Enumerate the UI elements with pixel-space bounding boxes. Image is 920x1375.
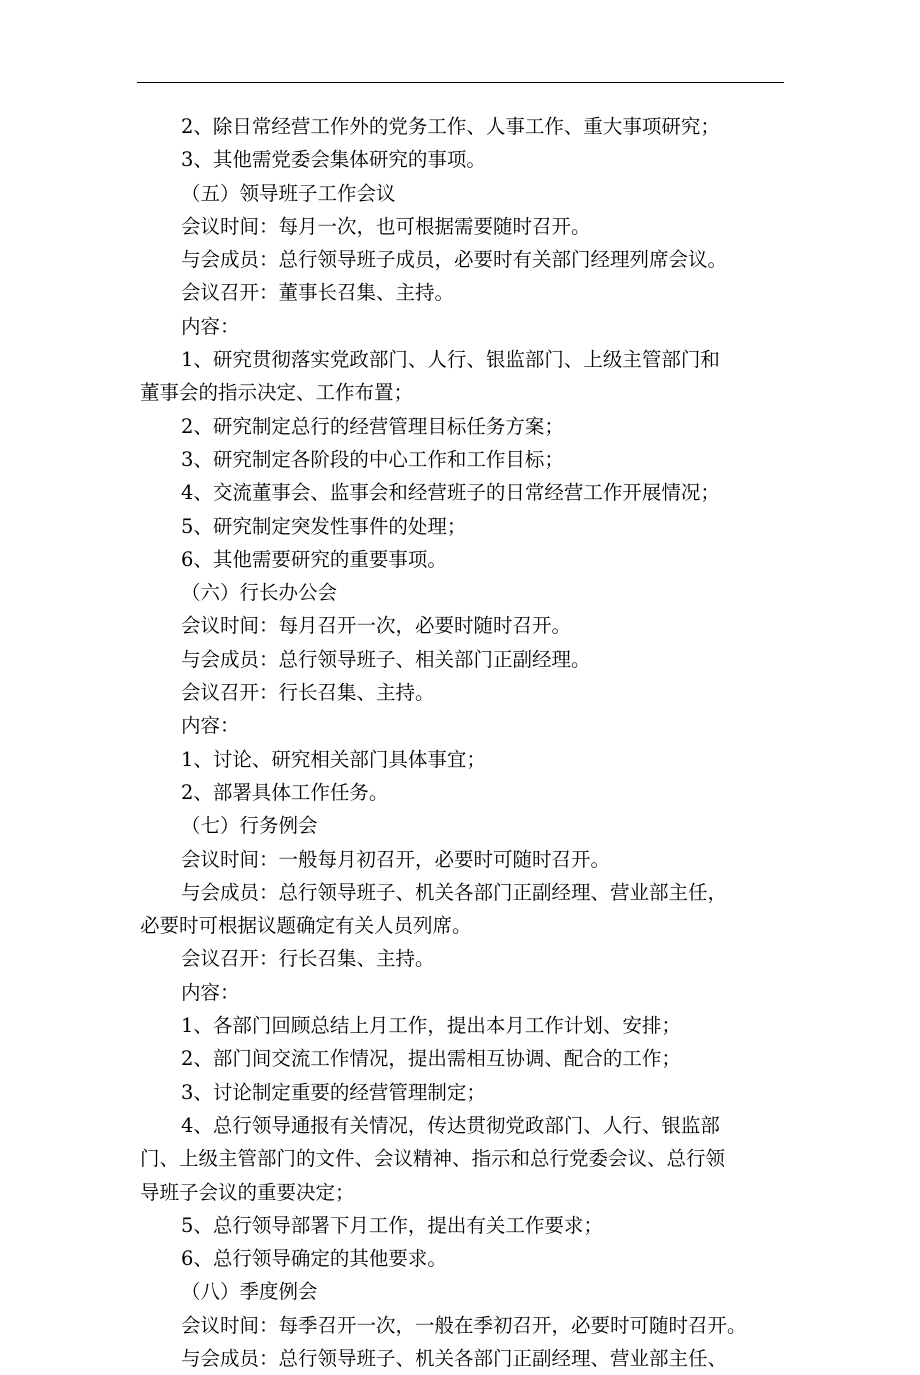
text-line: 会议时间：每季召开一次，一般在季初召开，必要时可随时召开。: [181, 1313, 747, 1337]
text-line: 与会成员：总行领导班子、相关部门正副经理。: [181, 647, 591, 671]
text-line: 会议召开：行长召集、主持。: [181, 681, 435, 705]
text-line: 与会成员：总行领导班子、机关各部门正副经理、营业部主任，: [181, 880, 728, 904]
text-line: 2、部署具体工作任务。: [181, 780, 389, 804]
text-line: 门、上级主管部门的文件、会议精神、指示和总行党委会议、总行领: [140, 1147, 726, 1171]
text-line: （八）季度例会: [181, 1280, 318, 1304]
text-line: 会议时间：一般每月初召开，必要时可随时召开。: [181, 847, 611, 871]
text-line: 必要时可根据议题确定有关人员列席。: [140, 914, 472, 938]
text-line: 会议召开：董事长召集、主持。: [181, 281, 455, 305]
text-line: 会议时间：每月一次，也可根据需要随时召开。: [181, 214, 591, 238]
text-line: （七）行务例会: [181, 814, 318, 838]
text-line: 1、讨论、研究相关部门具体事宜；: [181, 747, 486, 771]
text-line: 3、讨论制定重要的经营管理制定；: [181, 1080, 486, 1104]
text-line: 5、总行领导部署下月工作，提出有关工作要求；: [181, 1213, 603, 1237]
header-rule: [137, 82, 784, 83]
text-line: 内容：: [181, 980, 240, 1004]
text-line: 导班子会议的重要决定；: [140, 1180, 355, 1204]
text-line: 6、总行领导确定的其他要求。: [181, 1247, 447, 1271]
text-line: 1、各部门回顾总结上月工作，提出本月工作计划、安排；: [181, 1014, 681, 1038]
text-line: 2、除日常经营工作外的党务工作、人事工作、重大事项研究；: [181, 115, 720, 138]
text-line: 5、研究制定突发性事件的处理；: [181, 514, 467, 538]
text-line: 1、研究贯彻落实党政部门、人行、银监部门、上级主管部门和: [181, 348, 720, 372]
text-line: 内容：: [181, 314, 240, 338]
text-line: 4、交流董事会、监事会和经营班子的日常经营工作开展情况；: [181, 481, 720, 505]
text-line: 与会成员：总行领导班子、机关各部门正副经理、营业部主任、: [181, 1346, 728, 1370]
text-line: 会议时间：每月召开一次，必要时随时召开。: [181, 614, 572, 638]
text-line: （六）行长办公会: [181, 581, 338, 605]
text-line: 2、研究制定总行的经营管理目标任务方案；: [181, 414, 564, 438]
text-line: 4、总行领导通报有关情况，传达贯彻党政部门、人行、银监部: [181, 1113, 720, 1137]
text-line: 与会成员：总行领导班子成员，必要时有关部门经理列席会议。: [181, 248, 728, 272]
text-line: 2、部门间交流工作情况，提出需相互协调、配合的工作；: [181, 1047, 681, 1071]
text-line: 会议召开：行长召集、主持。: [181, 947, 435, 971]
text-line: 3、研究制定各阶段的中心工作和工作目标；: [181, 447, 564, 471]
document-body: [140, 110, 790, 1375]
text-line: 内容：: [181, 714, 240, 738]
text-line: 董事会的指示决定、工作布置；: [140, 381, 414, 405]
text-line: （五）领导班子工作会议: [181, 181, 396, 205]
text-line: 6、其他需要研究的重要事项。: [181, 547, 447, 571]
text-line: 3、其他需党委会集体研究的事项。: [181, 148, 486, 172]
